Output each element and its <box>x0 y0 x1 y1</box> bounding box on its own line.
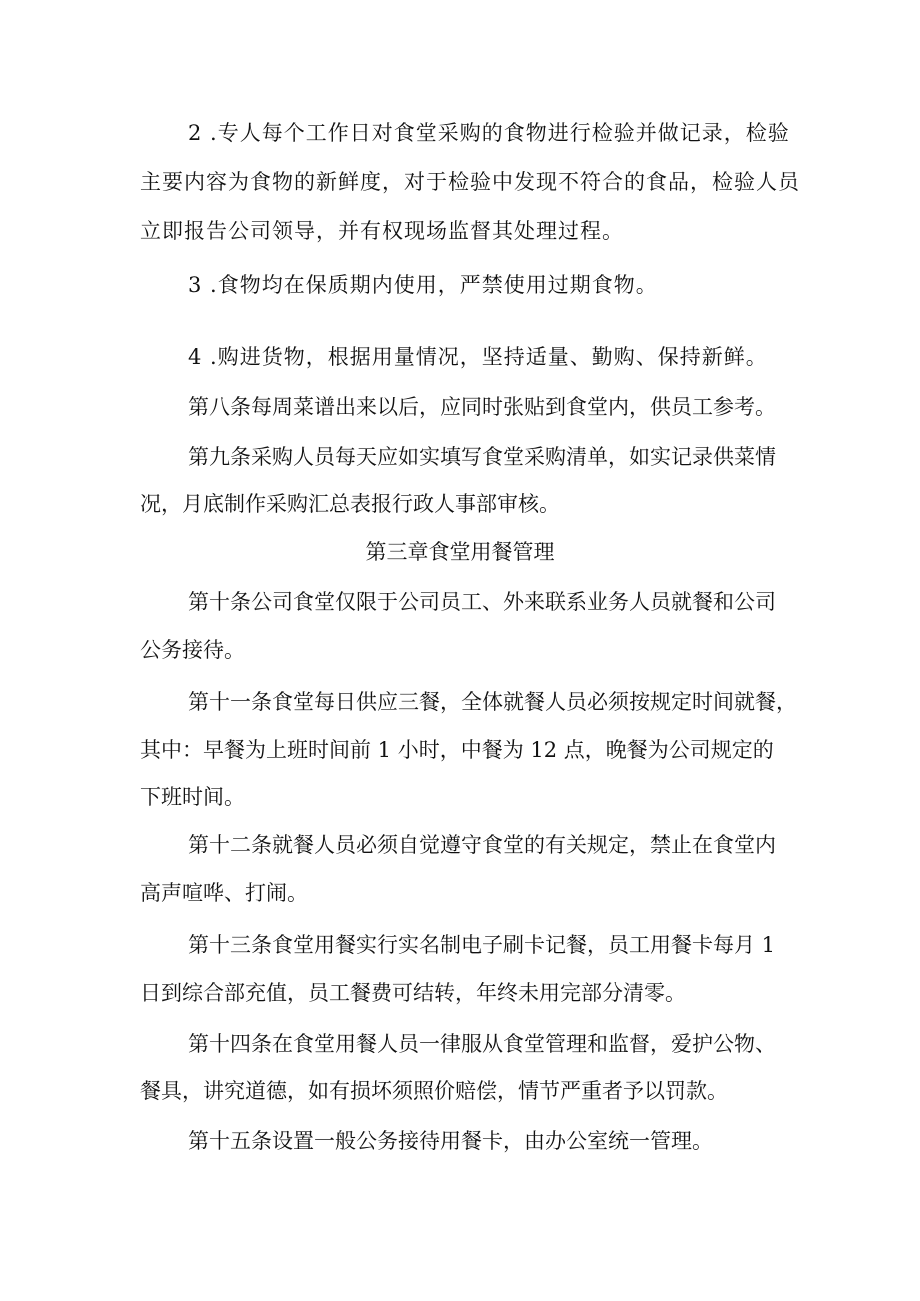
paragraph-line: 3 .食物均在保质期内使用，严禁使用过期食物。 <box>188 273 658 297</box>
paragraph-line: 第八条每周菜谱出来以后，应同时张贴到食堂内，供员工参考。 <box>188 395 776 419</box>
paragraph-line: 况，月底制作采购汇总表报行政人事部审核。 <box>140 492 560 516</box>
paragraph-line: 公务接待。 <box>140 638 245 662</box>
paragraph-line: 第十一条食堂每日供应三餐，全体就餐人员必须按规定时间就餐， <box>188 690 797 714</box>
paragraph-line: 第十二条就餐人员必须自觉遵守食堂的有关规定，禁止在食堂内 <box>188 833 776 857</box>
paragraph-line: 第十四条在食堂用餐人员一律服从食堂管理和监督，爱护公物、 <box>188 1032 776 1056</box>
paragraph-line: 立即报告公司领导，并有权现场监督其处理过程。 <box>140 219 624 243</box>
paragraph-line: 第十三条食堂用餐实行实名制电子刷卡记餐，员工用餐卡每月 1 <box>188 933 776 957</box>
paragraph-line: 2 .专人每个工作日对食堂采购的食物进行检验并做记录，检验 <box>188 121 790 145</box>
paragraph-line: 主要内容为食物的新鲜度，对于检验中发现不符合的食品，检验人员 <box>140 170 800 194</box>
paragraph-line: 高声喧哗、打闹。 <box>140 881 308 905</box>
paragraph-line: 下班时间。 <box>140 785 245 809</box>
paragraph-line: 第九条采购人员每天应如实填写食堂采购清单，如实记录供菜情 <box>188 445 776 469</box>
paragraph-line: 餐具，讲究道德，如有损坏须照价赔偿，情节严重者予以罚款。 <box>140 1079 728 1103</box>
paragraph-line: 其中：早餐为上班时间前 1 小时，中餐为 12 点，晚餐为公司规定的 <box>140 738 774 762</box>
paragraph-line: 4 .购进货物，根据用量情况，坚持适量、勤购、保持新鲜。 <box>188 345 768 369</box>
paragraph-line: 日到综合部充值，员工餐费可结转，年终未用完部分清零。 <box>140 981 686 1005</box>
paragraph-line: 第十五条设置一般公务接待用餐卡，由办公室统一管理。 <box>188 1129 713 1153</box>
chapter-heading: 第三章食堂用餐管理 <box>365 540 555 564</box>
paragraph-line: 第十条公司食堂仅限于公司员工、外来联系业务人员就餐和公司 <box>188 590 776 614</box>
